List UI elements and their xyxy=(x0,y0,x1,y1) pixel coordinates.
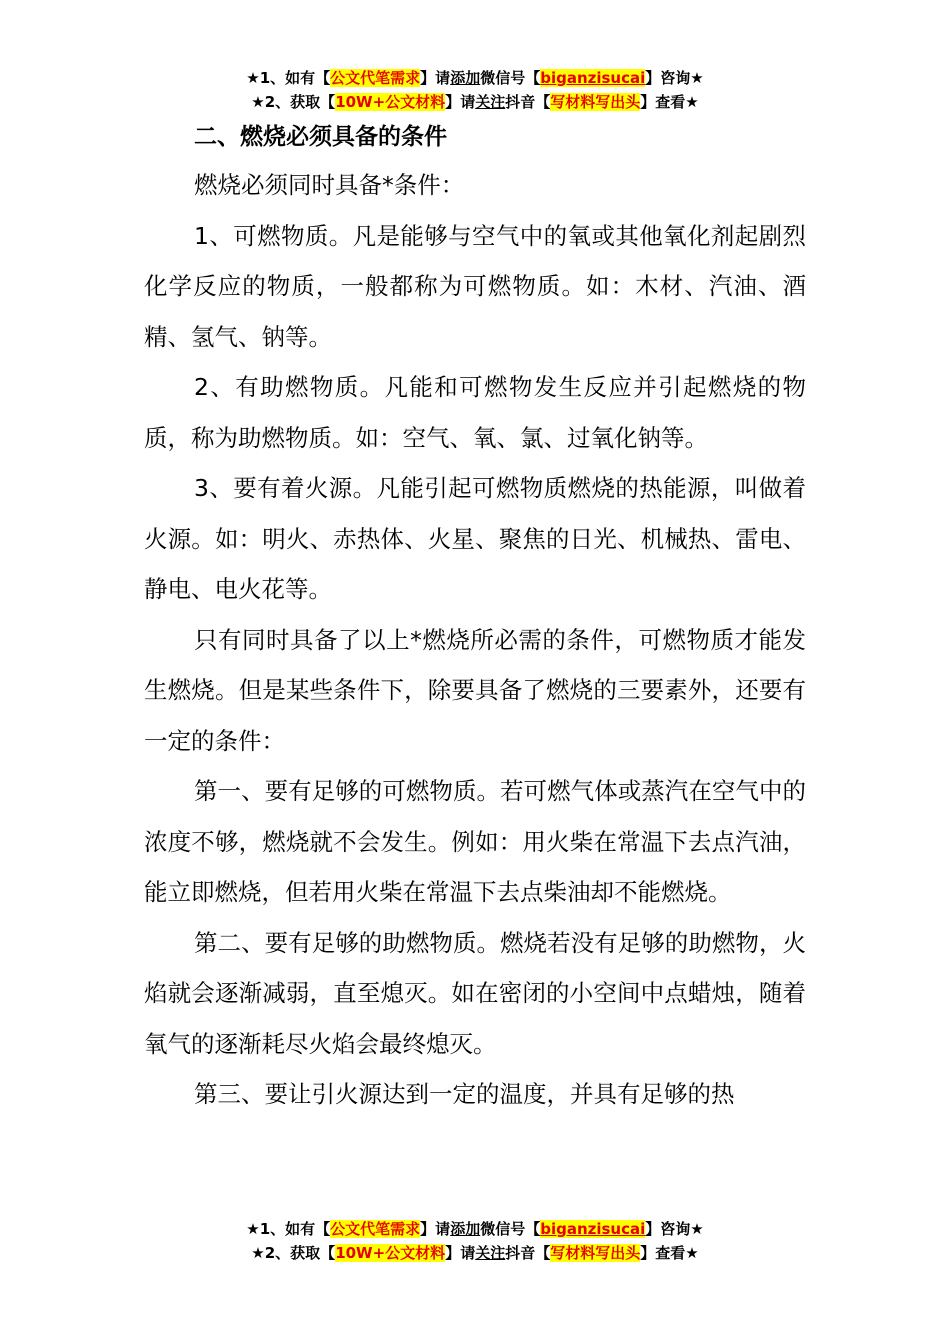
highlight-text: 公文代笔需求 xyxy=(330,69,421,87)
banner-text: 】请 xyxy=(420,69,451,87)
highlight-text: 10W+公文材料 xyxy=(335,93,446,111)
banner-text: ★1、如有【 xyxy=(246,69,331,87)
footer-banner xyxy=(0,1217,950,1265)
paragraph: 第三、要让引火源达到一定的温度，并具有足够的热 xyxy=(194,1080,735,1108)
underlined-text: 关注 xyxy=(475,1244,506,1262)
banner-text: 】查看★ xyxy=(640,1244,699,1262)
banner-text: 】请 xyxy=(445,1244,476,1262)
paragraph: 只有同时具备了以上*燃烧所必需的条件，可燃物质才能发生燃烧。但是某些条件下，除要具备了燃烧的三要素外，还要有一定的条件： xyxy=(144,625,806,755)
banner-text: 微信号【 xyxy=(480,1220,541,1238)
banner-text: ★2、获取【 xyxy=(251,1244,336,1262)
banner-text: ★1、如有【 xyxy=(246,1220,331,1238)
banner-text: 】请 xyxy=(445,93,476,111)
document-body xyxy=(144,114,806,1120)
banner-text: ★2、获取【 xyxy=(251,93,336,111)
banner-text: 抖音【 xyxy=(505,93,551,111)
section-heading: 二、燃烧必须具备的条件 xyxy=(194,124,447,150)
paragraph: 第二、要有足够的助燃物质。燃烧若没有足够的助燃物，火焰就会逐渐减弱，直至熄灭。如在密闭的小空间中点蜡烛，随着氧气的逐渐耗尽火焰会最终熄灭。 xyxy=(144,928,806,1058)
banner-text: 微信号【 xyxy=(480,69,541,87)
banner-line-2 xyxy=(0,90,950,114)
underlined-text: 添加 xyxy=(450,69,481,87)
underlined-text: 添加 xyxy=(450,1220,481,1238)
banner-text: 】咨询★ xyxy=(645,1220,704,1238)
wechat-id-highlight: biganzisucai xyxy=(540,69,646,87)
paragraph: 燃烧必须同时具备*条件： xyxy=(194,171,465,199)
wechat-id-highlight: biganzisucai xyxy=(540,1220,646,1238)
douyin-id-highlight: 写材料写出头 xyxy=(550,1244,641,1262)
banner-text: 】咨询★ xyxy=(645,69,704,87)
paragraph: 1、可燃物质。凡是能够与空气中的氧或其他氧化剂起剧烈化学反应的物质，一般都称为可燃物质。如：木材、汽油、酒精、氢气、钠等。 xyxy=(144,221,806,351)
underlined-text: 关注 xyxy=(475,93,506,111)
banner-line-2 xyxy=(0,1241,950,1265)
banner-text: 】请 xyxy=(420,1220,451,1238)
header-banner xyxy=(0,66,950,114)
banner-line-1 xyxy=(0,66,950,90)
paragraph: 2、有助燃物质。凡能和可燃物发生反应并引起燃烧的物质，称为助燃物质。如：空气、氧、氯、过氧化钠等。 xyxy=(144,373,806,452)
highlight-text: 公文代笔需求 xyxy=(330,1220,421,1238)
banner-line-1 xyxy=(0,1217,950,1241)
highlight-text: 10W+公文材料 xyxy=(335,1244,446,1262)
douyin-id-highlight: 写材料写出头 xyxy=(550,93,641,111)
paragraph: 3、要有着火源。凡能引起可燃物质燃烧的热能源，叫做着火源。如：明火、赤热体、火星、聚焦的日光、机械热、雷电、静电、电火花等。 xyxy=(144,474,806,603)
banner-text: 抖音【 xyxy=(505,1244,551,1262)
banner-text: 】查看★ xyxy=(640,93,699,111)
paragraph: 第一、要有足够的可燃物质。若可燃气体或蒸汽在空气中的浓度不够，燃烧就不会发生。例如：用火柴在常温下去点汽油，能立即燃烧，但若用火柴在常温下去点柴油却不能燃烧。 xyxy=(144,777,806,906)
